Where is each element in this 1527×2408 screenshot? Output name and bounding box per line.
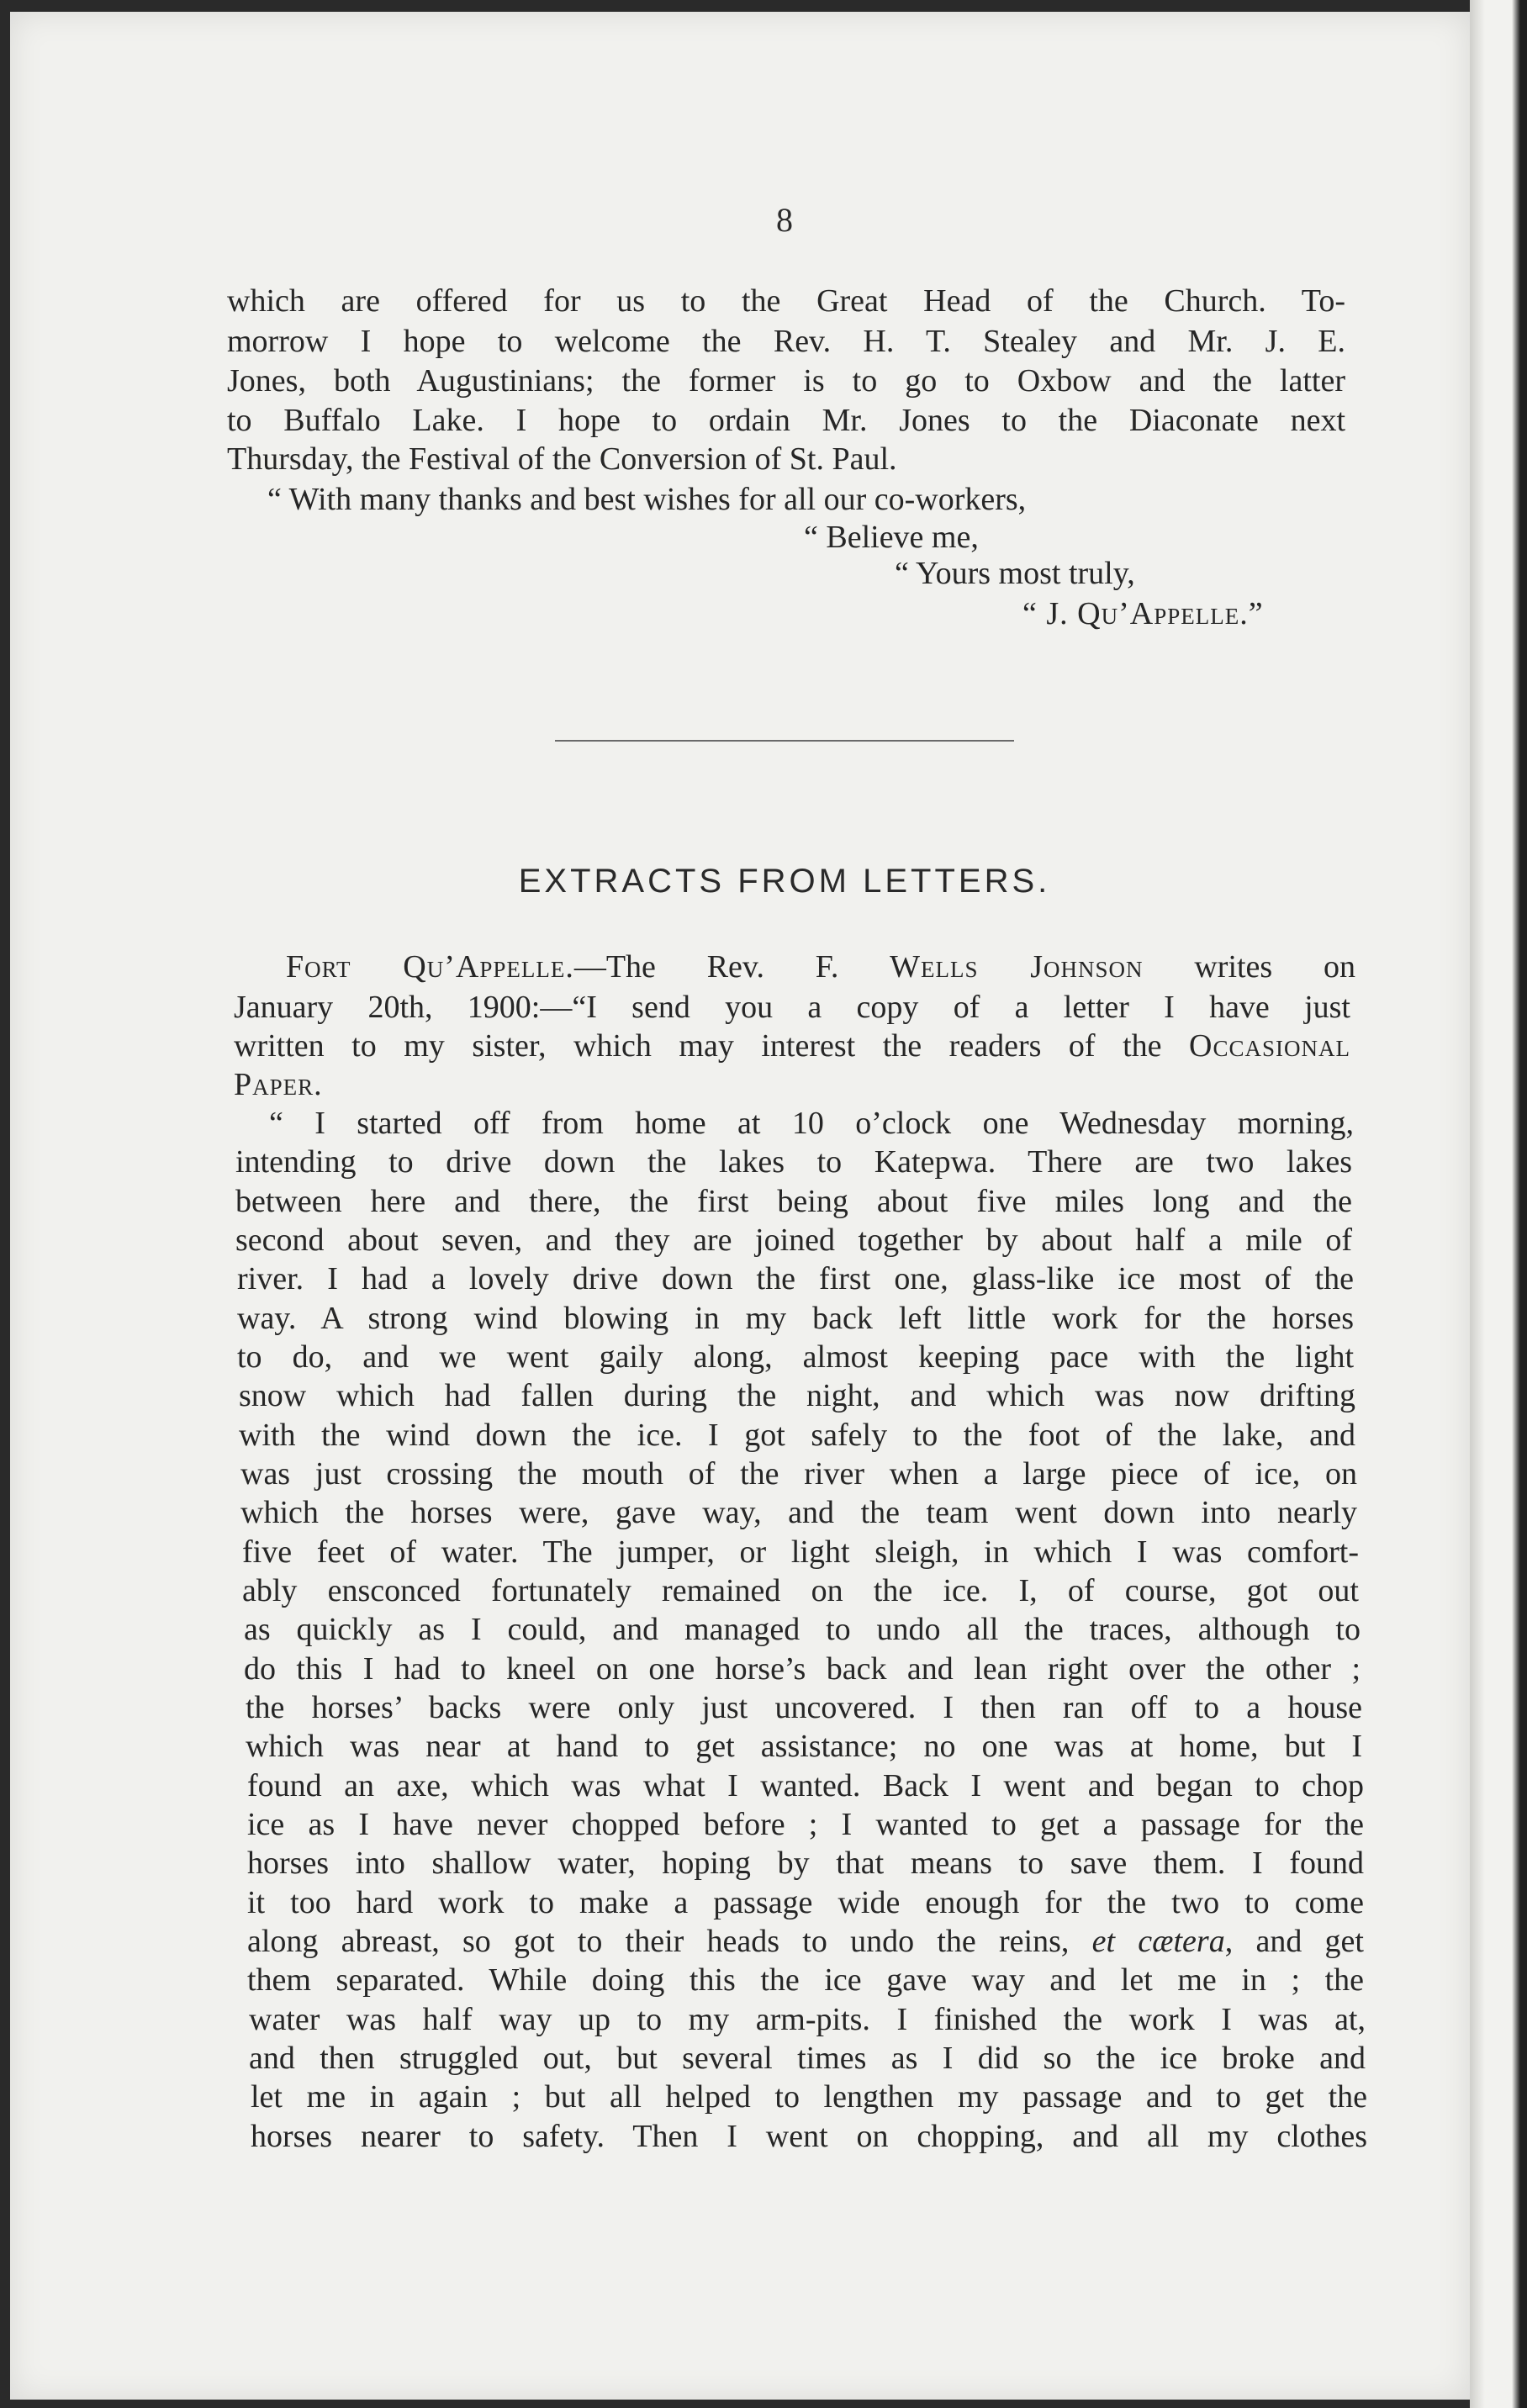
text-line: was just crossing the mouth of the river when a large piece of ice, on [240,1456,1357,1492]
text-line: which the horses were, gave way, and the team went down into nearly [240,1495,1357,1530]
text-line: as quickly as I could, and managed to undo all the traces, although to [244,1612,1361,1647]
text-line: water was half way up to my arm-pits. I finished the work I was at, [249,2002,1366,2037]
place-name: Fort Qu’Appelle. [286,949,574,985]
page-number: 8 [776,201,793,239]
text-line: horses nearer to safety. Then I went on chopping, and all my clothes [251,2119,1367,2154]
text-line: ice as I have never chopped before ; I wanted to get a passage for the [247,1807,1364,1842]
text-line: Jones, both Augustinians; the former is to go to Oxbow and the latter [227,363,1345,399]
text-line: with the wind down the ice. I got safely to the foot of the lake, and [239,1418,1355,1453]
latin-phrase: et cætera [1091,1924,1225,1959]
text-line: the horses’ backs were only just uncovered. I then ran off to a house [246,1690,1362,1725]
text-line: do this I had to kneel on one horse’s back and lean right over the other ; [244,1651,1361,1687]
text-line: to Buffalo Lake. I hope to ordain Mr. Jones to the Diaconate next [227,403,1345,438]
text-line: horses into shallow water, hoping by that means to save them. I found [247,1846,1364,1881]
text-line: way. A strong wind blowing in my back left little work for the horses [237,1301,1354,1336]
text-line: ably ensconced fortunately remained on the ice. I, of course, got out [242,1573,1359,1608]
text-line: river. I had a lovely drive down the first one, glass-like ice most of the [237,1261,1354,1296]
publication-name: Occasional [1189,1028,1350,1064]
text-fragment: written to my sister, which may interest the readers of the [234,1028,1190,1064]
text-line: which are offered for us to the Great Head of the Church. To- [227,283,1345,319]
text-line: five feet of water. The jumper, or light sleigh, in which I was comfort- [242,1534,1359,1570]
text-line: let me in again ; but all helped to lengthen my passage and to get the [251,2079,1367,2115]
text-line: found an axe, which was what I wanted. Back I went and began to chop [247,1768,1364,1803]
text-line: between here and there, the first being about five miles long and the [235,1184,1352,1219]
text-line [286,947,1355,987]
text-fragment: , and get [1224,1924,1364,1959]
text-line: snow which had fallen during the night, and which was now drifting [239,1378,1355,1413]
text-fragment: writes on [1143,949,1355,985]
text-line: to do, and we went gaily along, almost keeping pace with the light [237,1339,1354,1375]
text-line [234,1026,1350,1066]
section-divider [555,740,1014,742]
section-heading: EXTRACTS FROM LETTERS. [518,863,1051,900]
text-line: them separated. While doing this the ice gave way and let me in ; the [247,1962,1364,1998]
text-fragment: along abreast, so got to their heads to undo the reins, [247,1924,1092,1959]
closing-line-yours: “ Yours most truly, [895,556,1135,591]
text-line: and then struggled out, but several times as I did so the ice broke and [249,2041,1366,2076]
page-edge [1470,0,1527,2408]
closing-line-believe: “ Believe me, [804,520,979,555]
text-line: morrow I hope to welcome the Rev. H. T. Stealey and Mr. J. E. [227,324,1345,359]
text-line: second about seven, and they are joined together by about half a mile of [235,1222,1352,1258]
text-line: it too hard work to make a passage wide enough for the two to come [247,1885,1364,1920]
text-fragment: —The Rev. F. [573,949,890,985]
text-line: January 20th, 1900:—“I send you a copy of a letter I have just [234,990,1350,1025]
text-line: “ I started off from home at 10 o’clock one Wednesday morning, [269,1106,1354,1141]
signature: “ J. Qu’Appelle.” [1022,596,1264,631]
text-line: “ With many thanks and best wishes for all our co-workers, [267,482,1027,517]
text-line: intending to drive down the lakes to Katepwa. There are two lakes [235,1144,1352,1180]
text-line [247,1921,1364,1962]
text-line: Thursday, the Festival of the Conversion of St. Paul. [227,441,897,477]
text-line: which was near at hand to get assistance; no one was at home, but I [246,1729,1362,1764]
publication-name-cont: Paper. [234,1067,323,1102]
author-name: Wells Johnson [890,949,1144,985]
